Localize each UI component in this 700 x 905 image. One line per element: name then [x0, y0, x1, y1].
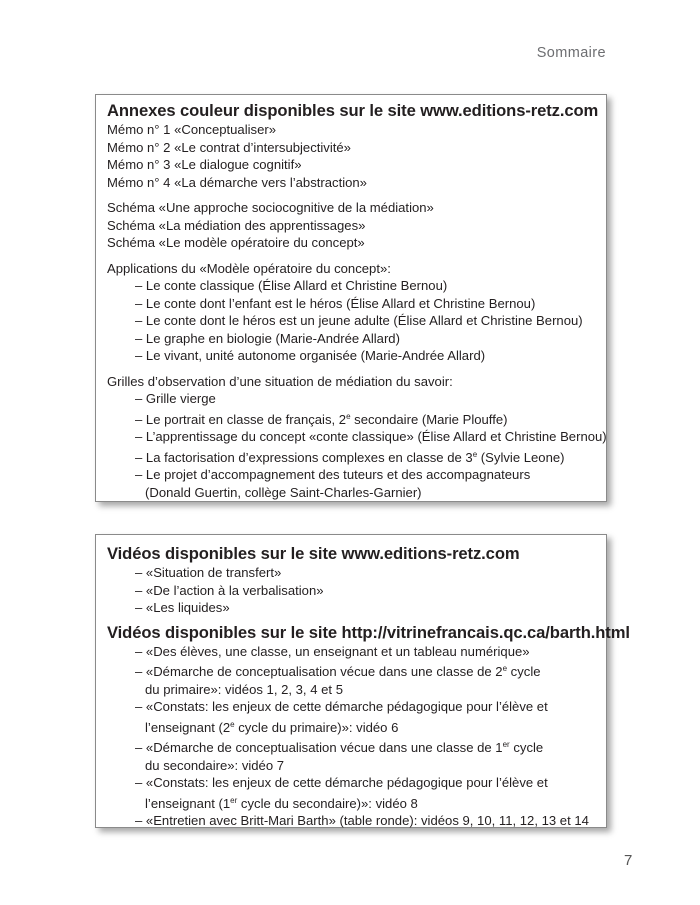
- application-item: – Le conte classique (Élise Allard et Christine Bernou): [107, 277, 596, 295]
- grille-item: – Grille vierge: [107, 390, 596, 408]
- video-item: – «Des élèves, une classe, un enseignant et un tableau numérique»: [107, 643, 596, 661]
- grille-item: – La factorisation d’expressions complexes en classe de 3e (Sylvie Leone): [107, 446, 596, 467]
- grille-item: – L’apprentissage du concept «conte classique» (Élise Allard et Christine Bernou): [107, 428, 596, 446]
- video-item-continuation: du primaire»: vidéos 1, 2, 3, 4 et 5: [145, 681, 343, 697]
- schema-item: Schéma «La médiation des apprentissages»: [107, 217, 366, 233]
- videos-box: [95, 534, 630, 828]
- video-item: – «Les liquides»: [107, 599, 596, 617]
- video-item: – «Démarche de conceptualisation vécue dans une classe de 1er cycle: [107, 736, 596, 757]
- video-item-continuation: du secondaire»: vidéo 7: [145, 757, 285, 773]
- memo-item: Mémo n° 3 «Le dialogue cognitif»: [107, 157, 302, 172]
- application-item: – Le graphe en biologie (Marie-Andrée Allard): [107, 330, 596, 348]
- videos-title-vitrine: Vidéos disponibles sur le site http://vitrinefrancais.qc.ca/barth.html: [107, 622, 630, 642]
- page-number: 7: [624, 852, 633, 869]
- grille-item-continuation: (Donald Guertin, collège Saint-Charles-Garnier): [145, 484, 422, 500]
- running-header: Sommaire: [536, 45, 606, 61]
- memo-item: Mémo n° 2 «Le contrat d’intersubjectivité»: [107, 139, 351, 155]
- videos-title-retz: Vidéos disponibles sur le site www.editions-retz.com: [107, 544, 520, 563]
- video-item: – «Entretien avec Britt-Mari Barth» (table ronde): vidéos 9, 10, 11, 12, 13 et 14: [107, 812, 596, 830]
- application-item: – Le conte dont l’enfant est le héros (Élise Allard et Christine Bernou): [107, 295, 596, 313]
- video-item: – «De l’action à la verbalisation»: [107, 582, 596, 600]
- memo-item: Mémo n° 4 «La démarche vers l’abstraction»: [107, 174, 367, 190]
- annexes-box: [95, 94, 607, 502]
- video-item-continuation: l’enseignant (1er cycle du secondaire)»: vidéo 8: [145, 795, 418, 811]
- video-item: – «Démarche de conceptualisation vécue dans une classe de 2e cycle: [107, 660, 596, 681]
- grilles-heading: Grilles d’observation d’une situation de médiation du savoir:: [107, 373, 453, 389]
- grille-item: – Le portrait en classe de français, 2e secondaire (Marie Plouffe): [107, 408, 596, 429]
- application-item: – Le vivant, unité autonome organisée (Marie-Andrée Allard): [107, 347, 596, 365]
- schema-item: Schéma «Une approche sociocognitive de la médiation»: [107, 200, 434, 215]
- video-item: – «Constats: les enjeux de cette démarche pédagogique pour l’élève et: [107, 774, 596, 792]
- video-item: – «Constats: les enjeux de cette démarche pédagogique pour l’élève et: [107, 698, 596, 716]
- video-item: – «Situation de transfert»: [107, 564, 596, 582]
- memo-item: Mémo n° 1 «Conceptualiser»: [107, 122, 276, 137]
- application-item: – Le conte dont le héros est un jeune adulte (Élise Allard et Christine Bernou): [107, 312, 596, 330]
- video-item-continuation: l’enseignant (2e cycle du primaire)»: vidéo 6: [145, 719, 399, 735]
- applications-heading: Applications du «Modèle opératoire du concept»:: [107, 260, 391, 276]
- schema-item: Schéma «Le modèle opératoire du concept»: [107, 235, 365, 250]
- annexes-title: Annexes couleur disponibles sur le site www.editions-retz.com: [107, 101, 599, 120]
- grille-item: – Le projet d’accompagnement des tuteurs et des accompagnateurs: [107, 466, 596, 484]
